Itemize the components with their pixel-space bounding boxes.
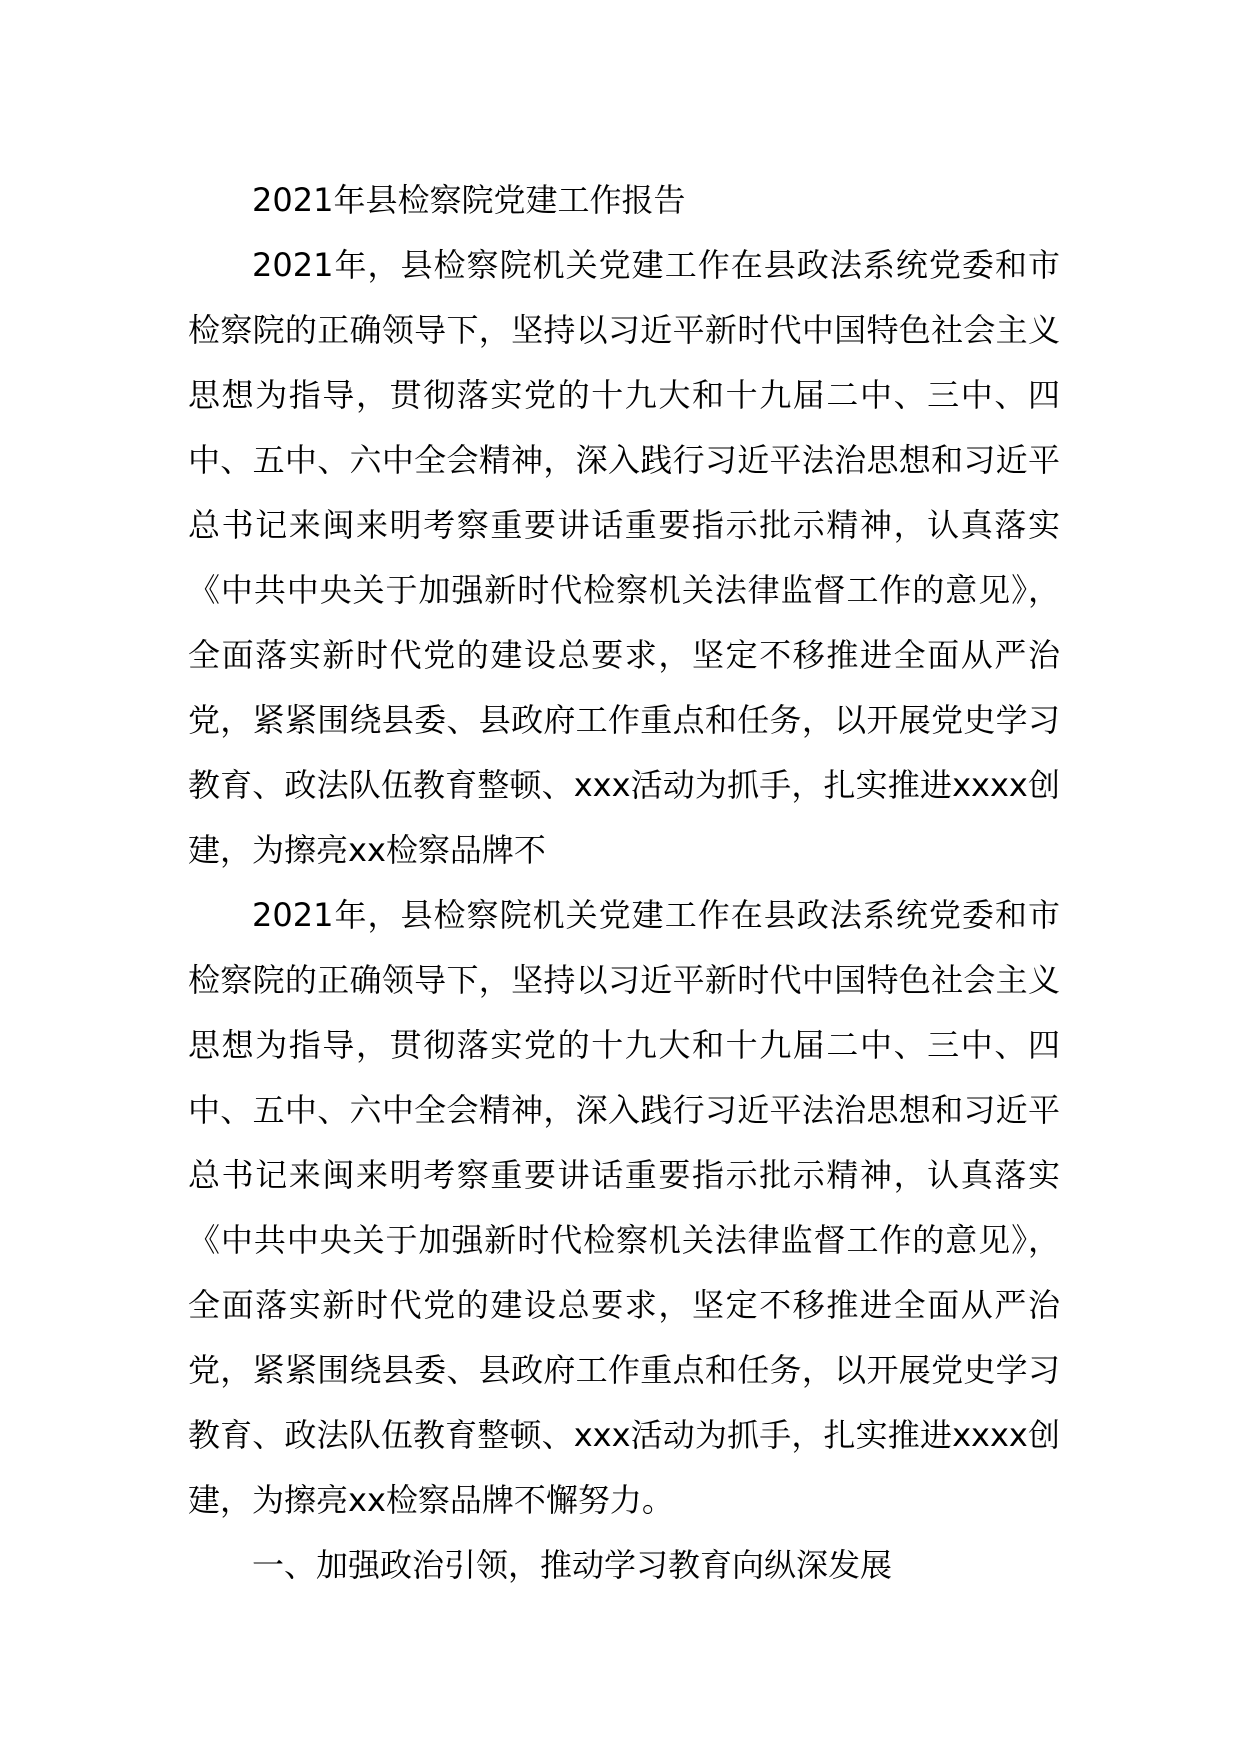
- body-paragraph: 2021年，县检察院机关党建工作在县政法系统党委和市检察院的正确领导下，坚持以习近平新时代中国特色社会主义思想为指导，贯彻落实党的十九大和十九届二中、三中、四中、五中、六中全会精神，深入践行习近平法治思想和习近平总书记来闽来明考察重要讲话重要指示批示精神，认真落实《中共中央关于加强新时代检察机关法律监督工作的意见》，全面落实新时代党的建设总要求，坚定不移推进全面从严治党，紧紧围绕县委、县政府工作重点和任务，以开展党史学习教育、政法队伍教育整顿、xxx活动为抓手，扎实推进xxxx创建，为擦亮xx检察品牌不懈努力。: [188, 896, 1060, 1519]
- section-heading: 一、加强政治引领，推动学习教育向纵深发展: [252, 1546, 893, 1584]
- body-paragraph: 2021年，县检察院机关党建工作在县政法系统党委和市检察院的正确领导下，坚持以习近平新时代中国特色社会主义思想为指导，贯彻落实党的十九大和十九届二中、三中、四中、五中、六中全会精神，深入践行习近平法治思想和习近平总书记来闽来明考察重要讲话重要指示批示精神，认真落实《中共中央关于加强新时代检察机关法律监督工作的意见》，全面落实新时代党的建设总要求，坚定不移推进全面从严治党，紧紧围绕县委、县政府工作重点和任务，以开展党史学习教育、政法队伍教育整顿、xxx活动为抓手，扎实推进xxxx创建，为擦亮xx检察品牌不: [188, 246, 1060, 869]
- document-title: 2021年县检察院党建工作报告: [252, 181, 686, 219]
- document-body: [188, 168, 1060, 1598]
